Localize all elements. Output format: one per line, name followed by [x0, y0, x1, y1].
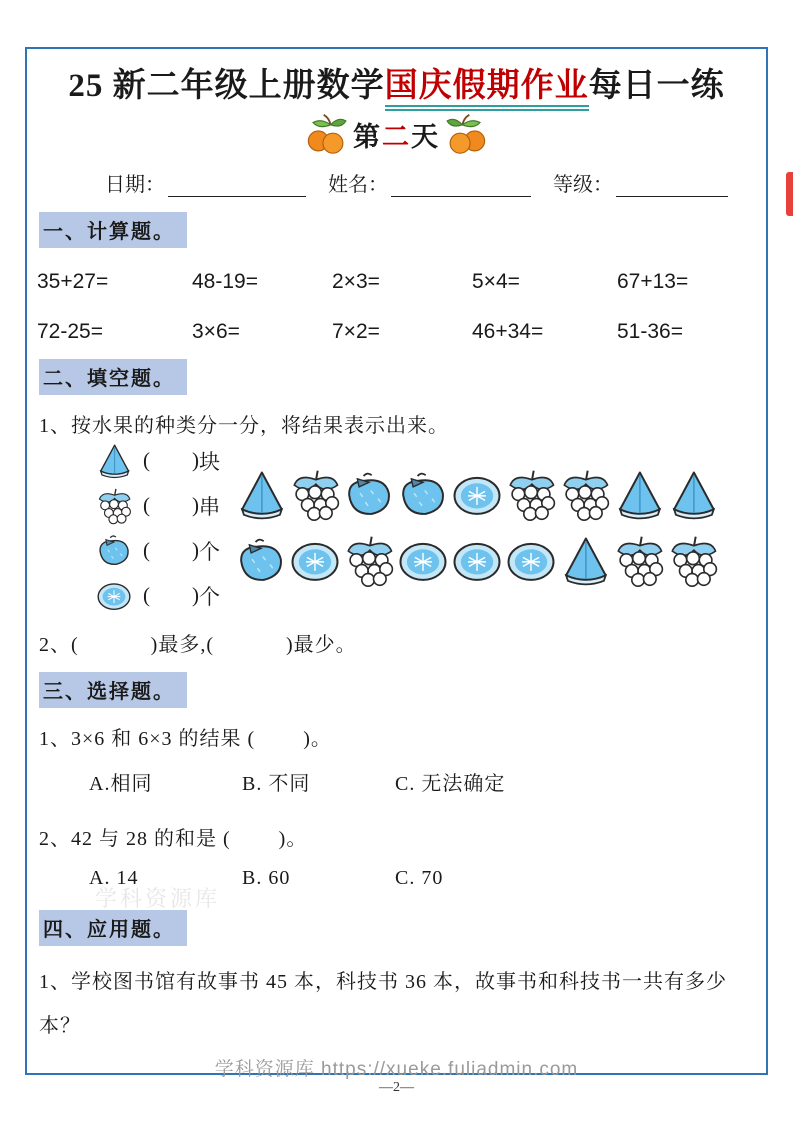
fruit-unit-label: 串 [199, 494, 220, 519]
fruit-count-blank[interactable]: ( ) [143, 538, 199, 562]
kiwi-icon [450, 466, 504, 524]
calc-problem: 7×2= [332, 320, 380, 343]
fruit-sorting-area [37, 442, 766, 614]
calc-problem: 5×4= [472, 270, 520, 293]
choice-option[interactable]: C. 无法确定 [395, 773, 506, 795]
fruit-unit-label: 块 [199, 449, 220, 474]
grapes-icon [612, 532, 666, 590]
fruit-count-blank[interactable]: ( ) [143, 493, 199, 517]
name-label: 姓名： [328, 174, 388, 196]
ghost-watermark: 学科资源库 [95, 886, 221, 911]
choice-q2-text: 2、42 与 28 的和是 ( )。 [39, 828, 308, 850]
page-border-frame [25, 47, 768, 1075]
date-label: 日期： [105, 174, 165, 196]
section-title-choice: 三、选择题。 [39, 672, 187, 708]
grade-blank[interactable] [616, 174, 728, 197]
choice-option[interactable]: A.相同 [89, 773, 153, 795]
fruit-legend-row [95, 487, 220, 524]
fruit-legend-row [95, 532, 220, 569]
grapes-icon [342, 532, 396, 590]
title-prefix: 25 新二年级上册数学 [68, 68, 385, 104]
fruit-legend-row [95, 577, 220, 614]
watermelon-icon [666, 466, 720, 524]
grapes-icon [558, 466, 612, 524]
day-text [353, 115, 440, 154]
title-suffix: 每日一练 [588, 68, 725, 104]
watermelon-icon [95, 442, 133, 480]
grade-label: 等级： [553, 174, 613, 196]
strawberry-icon [234, 532, 288, 590]
grapes-icon [95, 487, 133, 525]
fruit-grid [234, 466, 720, 590]
grapes-icon [504, 466, 558, 524]
fruit-legend [95, 442, 220, 614]
fruit-unit-label: 个 [199, 584, 220, 609]
calc-problem: 35+27= [37, 270, 109, 293]
grapes-icon [288, 466, 342, 524]
strawberry-icon [95, 532, 133, 570]
edge-marker [786, 172, 793, 216]
strawberry-icon [396, 466, 450, 524]
day-number: 二 [382, 121, 411, 152]
choice-option[interactable]: C. 70 [395, 867, 444, 889]
title-highlight: 国庆假期作业 [385, 68, 589, 111]
section-title-fill: 二、填空题。 [39, 359, 187, 395]
calc-problem: 3×6= [192, 320, 240, 343]
kiwi-icon [450, 532, 504, 590]
kiwi-icon [396, 532, 450, 590]
choice-option[interactable]: A. 14 [89, 867, 139, 889]
calc-problem: 46+34= [472, 320, 544, 343]
section-title-calc: 一、计算题。 [39, 212, 187, 248]
fill-q1-text: 1、按水果的种类分一分，将结果表示出来。 [39, 415, 449, 437]
apply-q1-text: 1、学校图书馆有故事书 45 本，科技书 36 本，故事书和科技书一共有多少本？ [39, 971, 727, 1037]
calc-problem: 51-36= [617, 320, 683, 343]
page-title [35, 59, 758, 106]
calc-problem: 2×3= [332, 270, 380, 293]
watermelon-icon [612, 466, 666, 524]
kiwi-icon [288, 532, 342, 590]
day-banner [27, 108, 766, 160]
kiwi-icon [95, 577, 133, 615]
page-number: —2— [379, 1080, 414, 1095]
strawberry-icon [342, 466, 396, 524]
fruit-legend-row [95, 442, 220, 479]
grapes-icon [666, 532, 720, 590]
choice-option[interactable]: B. 60 [242, 867, 291, 889]
date-blank[interactable] [168, 174, 306, 197]
day-prefix: 第 [353, 121, 382, 152]
choice-q1-options [89, 767, 766, 796]
watermelon-icon [558, 532, 612, 590]
meta-row [105, 168, 766, 197]
kiwi-icon [504, 532, 558, 590]
fruit-row [234, 466, 720, 524]
calc-problem: 67+13= [617, 270, 689, 293]
calc-problem: 72-25= [37, 320, 103, 343]
footer-watermark: 学科资源库 https://xueke.fuliadmin.com [214, 1059, 579, 1080]
choice-q1-text: 1、3×6 和 6×3 的结果 ( )。 [39, 728, 332, 750]
fruit-row [234, 532, 720, 590]
fill-q2-text: 2、( )最多,( )最少。 [39, 634, 357, 656]
section-title-apply: 四、应用题。 [39, 910, 187, 946]
fruit-count-blank[interactable]: ( ) [143, 448, 199, 472]
calc-problems [37, 270, 766, 344]
calc-problem: 48-19= [192, 270, 258, 293]
choice-option[interactable]: B. 不同 [242, 773, 311, 795]
day-suffix: 天 [411, 121, 440, 152]
watermelon-icon [234, 466, 288, 524]
tangerines-icon [444, 111, 490, 157]
fruit-count-blank[interactable]: ( ) [143, 583, 199, 607]
tangerines-icon [303, 111, 349, 157]
fruit-unit-label: 个 [199, 539, 220, 564]
name-blank[interactable] [391, 174, 531, 197]
